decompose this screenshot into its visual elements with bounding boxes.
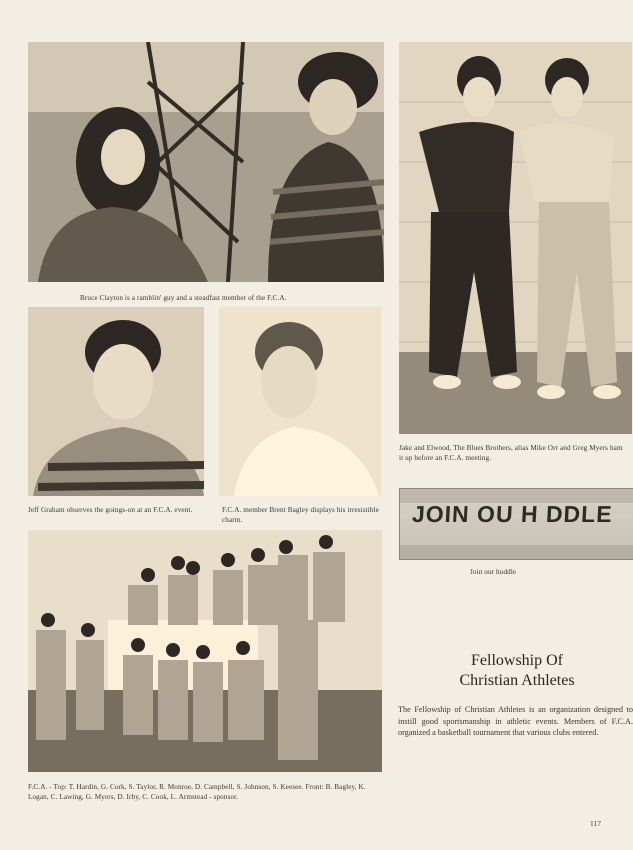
section-heading: [398, 651, 633, 691]
caption-clayton: Bruce Clayton is a ramblin' guy and a steadfast member of the F.C.A.: [80, 294, 287, 302]
photo-fca-group: [28, 530, 382, 772]
caption-huddle: Join our huddle: [470, 568, 517, 576]
caption-group: F.C.A. - Top: T. Hardin, G. Cork, S. Taylor, R. Monroe, D. Campbell, S. Johnson, S. Keesee. Front: B. Bagley, K. Logan, C. Lawing, G. Myers, D. Irby, C. Cook, L. Armstead - sponsor.: [28, 783, 366, 801]
body-paragraph: The Fellowship of Christian Athletes is an organization designed to instill good sportsmanship in athletic events. Members of F.C.A. organized a basketball tournament that various clubs entered.: [398, 705, 633, 737]
heading-line-2: Christian Athletes: [459, 672, 575, 689]
caption-bagley: F.C.A. member Brent Bagley displays his irresistible charm.: [222, 506, 379, 524]
banner-lettering: JOIN OU H DDLE: [411, 501, 614, 527]
photo-clayton-gym: [28, 42, 384, 282]
heading-line-1: Fellowship Of: [471, 652, 563, 669]
caption-blues-brothers: Jake and Elwood, The Blues Brothers, alias Mike Orr and Greg Myers ham it up before an F.C.A. meeting.: [399, 444, 623, 462]
page-number: 117: [590, 819, 601, 828]
photo-graham: [28, 307, 204, 496]
photo-blues-brothers: [399, 42, 632, 434]
caption-graham: Jeff Graham observes the goings-on at an F.C.A. event.: [28, 506, 193, 514]
photo-bagley: [219, 307, 381, 496]
photo-join-huddle-banner: [399, 488, 633, 560]
